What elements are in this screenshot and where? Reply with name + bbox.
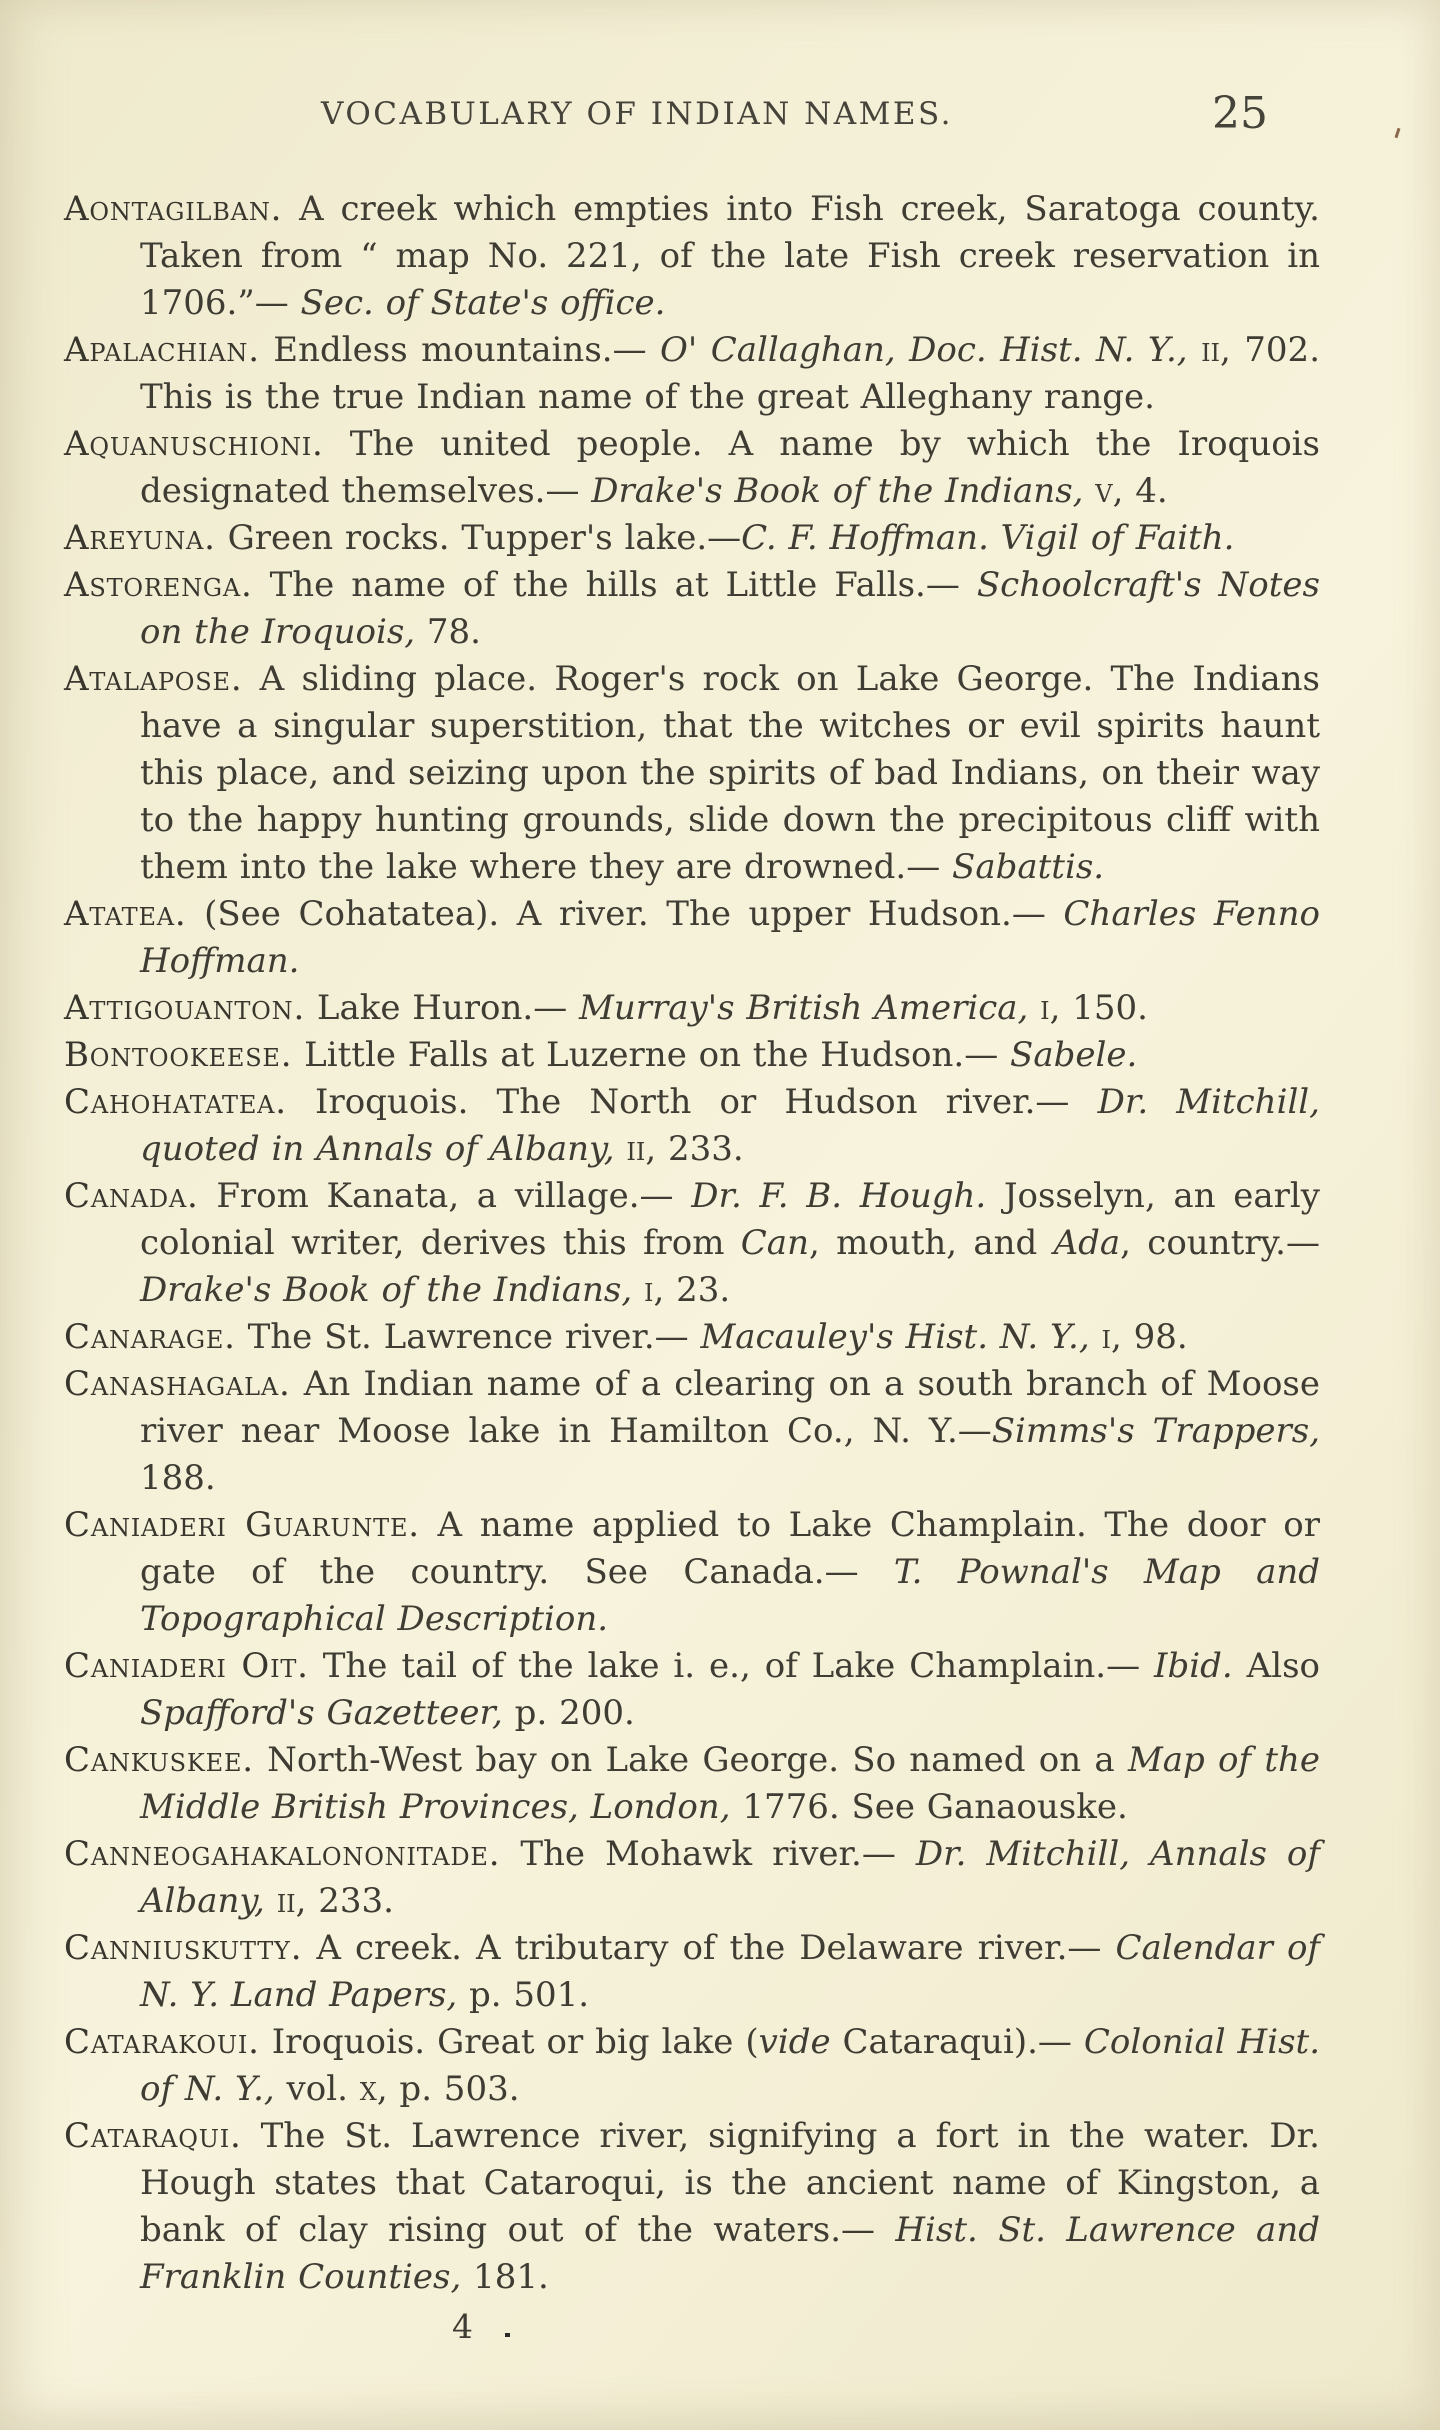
entry-text: , country.— [1120, 1223, 1320, 1263]
citation-text: O' Callaghan, Doc. Hist. N. Y., [660, 330, 1188, 370]
entry [64, 1032, 1320, 1079]
entry-term: Caniaderi Guarunte. [64, 1505, 420, 1545]
page-title: VOCABULARY OF INDIAN NAMES. [321, 96, 953, 132]
entry-text [1188, 330, 1201, 370]
entry [64, 985, 1320, 1032]
entry-text: , 150. [1049, 988, 1148, 1028]
entry [64, 1079, 1320, 1173]
citation-text: Map of the Middle British Provinces, London, [140, 1740, 1321, 1827]
entry-term: Aquanuschioni. [64, 424, 324, 464]
citation-text: Simms's Trappers, [991, 1411, 1320, 1451]
citation-text: Can [740, 1223, 809, 1263]
entry [64, 2113, 1320, 2301]
entry-term: Canniuskutty. [64, 1928, 303, 1968]
citation-text: Drake's Book of the Indians, [591, 471, 1084, 511]
entry-text: p. 501. [457, 1975, 590, 2015]
entry-text: North-West bay on Lake George. So named on a [253, 1740, 1128, 1780]
citation-text: Macauley's Hist. N. Y., [700, 1317, 1090, 1357]
entry-term: Cataraqui. [64, 2116, 242, 2156]
entry-text: i [1040, 988, 1050, 1028]
citation-text: Ada [1053, 1223, 1121, 1263]
entry-text: A creek which empties into Fish creek, Saratoga county. Taken from “ map No. 221, of the late Fish creek reservation in 1706.”— [140, 189, 1320, 323]
entry-term: Catarakoui. [64, 2022, 260, 2062]
entry [64, 1925, 1320, 2019]
entry [64, 186, 1320, 327]
entry-text: (See Cohatatea). A river. The upper Hudson.— [186, 894, 1064, 934]
page-number: 25 [1212, 88, 1268, 139]
entry [64, 1314, 1320, 1361]
citation-text: Dr. Mitchill, quoted in Annals of Albany, [140, 1082, 1320, 1169]
entry-text: , p. 503. [376, 2069, 520, 2109]
entry-term: Areyuna. [64, 518, 216, 558]
entry [64, 515, 1320, 562]
entry-term: Attigouanton. [64, 988, 306, 1028]
entry-text: ii [626, 1129, 646, 1169]
signature-mark: 4 [452, 2307, 473, 2346]
citation-text: vide [758, 2022, 831, 2062]
entry-text: From Kanata, a village.— [198, 1176, 692, 1216]
entry-text: Lake Huron.— [305, 988, 580, 1028]
ink-speck [505, 2333, 510, 2337]
entry [64, 1361, 1320, 1502]
entry-term: Apalachian. [64, 330, 260, 370]
entry-text: , 4. [1112, 471, 1168, 511]
entry [64, 1831, 1320, 1925]
citation-text: T. Pownal's Map and Topographical Description. [140, 1552, 1321, 1639]
entry-text: The St. Lawrence river.— [235, 1317, 701, 1357]
entry-text: , 702. This is the true Indian name of the great Alleghany range. [140, 330, 1320, 417]
entry-text: Green rocks. Tupper's lake.— [215, 518, 742, 558]
entry [64, 891, 1320, 985]
entry [64, 1643, 1320, 1737]
entry-text [615, 1129, 627, 1169]
citation-text: Murray's British America, [579, 988, 1029, 1028]
entry-text: Iroquois. The North or Hudson river.— [286, 1082, 1098, 1122]
entry-text: A sliding place. Roger's rock on Lake George. The Indians have a singular superstition, that the witches or evil spirits haunt this place, and seizing upon the spirits of bad Indians, on their way to the happy hunting grounds, slide down the precipitous cliff with them into the lake where they are drowned.— [140, 659, 1320, 887]
entry-text: Endless mountains.— [259, 330, 661, 370]
entry [64, 1173, 1320, 1314]
citation-text: Sabattis. [952, 847, 1105, 887]
entry [64, 1502, 1320, 1643]
citation-text: C. F. Hoffman. Vigil of Faith. [741, 518, 1235, 558]
entry-term: Canarage. [64, 1317, 236, 1357]
citation-text: Dr. F. B. Hough. [691, 1176, 987, 1216]
entry-text: 78. [415, 612, 481, 652]
entry-text: Cataraqui).— [830, 2022, 1084, 2062]
entries-list [64, 186, 1320, 2350]
entry-text: Little Falls at Luzerne on the Hudson.— [292, 1035, 1011, 1075]
entry-term: Atatea. [64, 894, 187, 934]
entry-term: Cankuskee. [64, 1740, 254, 1780]
entry-text: vol. [274, 2069, 360, 2109]
entry-text: 1776. See Ganaouske. [730, 1787, 1128, 1827]
entry-text: Josselyn, an early colonial writer, derives this from [140, 1176, 1320, 1263]
citation-text: Drake's Book of the Indians, [140, 1270, 633, 1310]
citation-text: Calendar of N. Y. Land Papers, [140, 1928, 1321, 2015]
entry-text: 181. [461, 2257, 549, 2297]
entry-text [1083, 471, 1095, 511]
entry-text: ii [276, 1881, 296, 1921]
citation-text: Hist. St. Lawrence and Franklin Counties, [140, 2210, 1320, 2297]
entry-text: , 233. [295, 1881, 394, 1921]
entry [64, 562, 1320, 656]
entry-text: A creek. A tributary of the Delaware river.— [302, 1928, 1116, 1968]
entry [64, 2019, 1320, 2113]
entry [64, 421, 1320, 515]
entry-text [265, 1881, 277, 1921]
entry-text: v [1095, 471, 1113, 511]
entry-text: A name applied to Lake Champlain. The door or gate of the country. See Canada.— [140, 1505, 1320, 1592]
entry-term: Bontookeese. [64, 1035, 293, 1075]
entry-term: Cahohatatea. [64, 1082, 287, 1122]
entry-text: The tail of the lake i. e., of Lake Champlain.— [308, 1646, 1155, 1686]
entry-term: Canada. [64, 1176, 199, 1216]
citation-text: Dr. Mitchill, Annals of Albany, [140, 1834, 1320, 1921]
entry-text: The Mohawk river.— [500, 1834, 916, 1874]
citation-text: Spafford's Gazetteer, [140, 1693, 503, 1733]
citation-text: Ibid. [1154, 1646, 1233, 1686]
citation-text: Sabele. [1010, 1035, 1138, 1075]
entry-term: Atalapose. [64, 659, 243, 699]
entry-term: Canneogahakalononitade. [64, 1834, 501, 1874]
entry-text: The united people. A name by which the Iroquois designated themselves.— [140, 424, 1320, 511]
citation-text: Colonial Hist. of N. Y., [140, 2022, 1321, 2109]
entry-text: The name of the hills at Little Falls.— [252, 565, 977, 605]
entry-term: Astorenga. [64, 565, 253, 605]
citation-text: Schoolcraft's Notes on the Iroquois, [140, 565, 1320, 652]
entry-term: Aontagilban. [64, 189, 283, 229]
entry-text: i [644, 1270, 654, 1310]
entry [64, 656, 1320, 891]
entry-text: x [359, 2069, 377, 2109]
entry-text: The St. Lawrence river, signifying a fort in the water. Dr. Hough states that Cataroqui, is the ancient name of Kingston, a bank of clay rising out of the waters.— [140, 2116, 1320, 2250]
citation-text: Charles Fenno Hoffman. [140, 894, 1320, 981]
entry-text: i [1101, 1317, 1111, 1357]
entry-text [1090, 1317, 1102, 1357]
paper-fiber-mark [1395, 128, 1401, 138]
entry-text [632, 1270, 644, 1310]
running-head [64, 88, 1320, 144]
entry [64, 327, 1320, 421]
entry-text: p. 200. [502, 1693, 635, 1733]
entry [64, 1737, 1320, 1831]
entry-text [1028, 988, 1040, 1028]
entry-text: , 23. [653, 1270, 731, 1310]
citation-text: Sec. of State's office. [300, 283, 666, 323]
entry-text: ii [1201, 330, 1221, 370]
entry-text: 188. [140, 1458, 216, 1498]
entry-text: , 98. [1110, 1317, 1188, 1357]
entry-term: Caniaderi Oit. [64, 1646, 309, 1686]
entry-text: Iroquois. Great or big lake ( [259, 2022, 759, 2062]
entry-text: Also [1232, 1646, 1320, 1686]
entry-text: An Indian name of a clearing on a south branch of Moose river near Moose lake in Hamilton Co., N. Y.— [140, 1364, 1320, 1451]
entry-text: , 233. [645, 1129, 744, 1169]
entry-term: Canashagala. [64, 1364, 291, 1404]
entry-text: , mouth, and [808, 1223, 1054, 1263]
